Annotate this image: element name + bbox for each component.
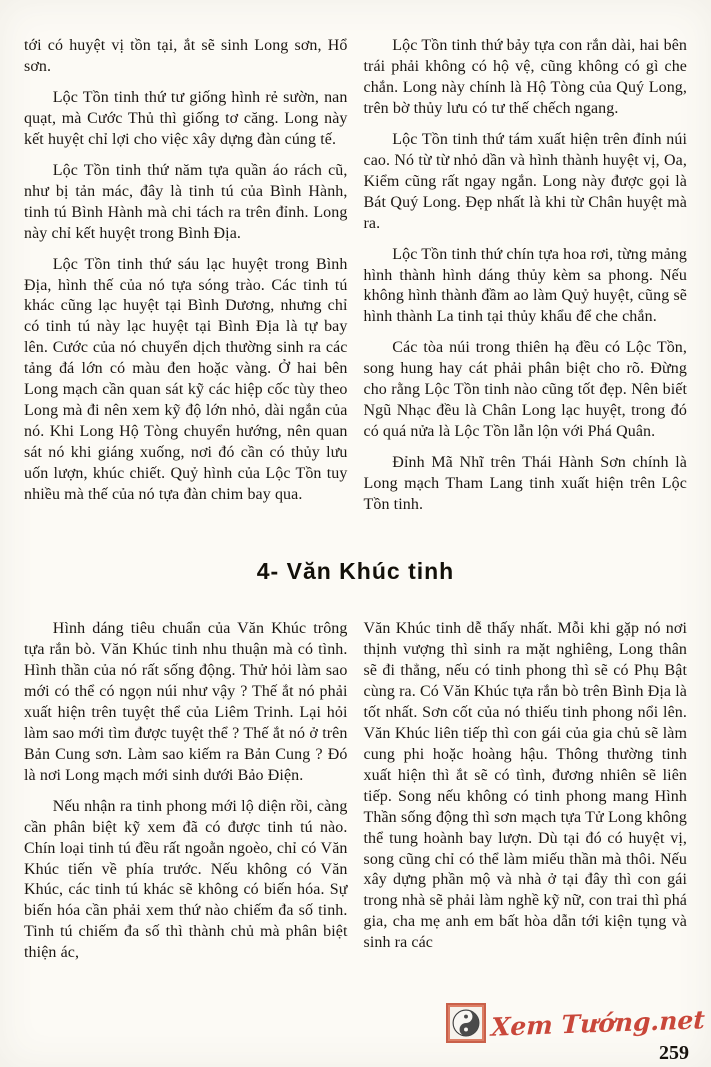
paragraph: Lộc Tồn tinh thứ sáu lạc huyệt trong Bình Địa, hình thế của nó tựa sóng trào. Các tinh tú khác cũng lạc huyệt tại Bình Dương, nhưng chỉ có tinh tú này lạc huyệt tại Bình Địa là tự bay lên. Cước của nó chuyển dịch thường sinh ra các tảng đá lớn có màu đen hoặc vàng. Ở hai bên Long mạch cần quan sát kỹ các hiệp cốc tùy theo Long mà đi nên xem kỹ độ lớn nhỏ, dài ngắn của nó. Khi Long Hộ Tòng chuyển hướng, nên quan sát nó khi giáng xuống, nơi đó cần có thủy lưu uốn lượn, khúc chiết. Quỷ hình của Lộc Tồn tuy nhiều mà thế của nó tựa đàn chim bay qua. <box>24 255 348 504</box>
top-section <box>0 0 711 516</box>
column-bottom-right <box>364 619 688 964</box>
paragraph: Các tòa núi trong thiên hạ đều có Lộc Tồn, song hung hay cát phải phân biệt cho rõ. Đừng cho rằng Lộc Tồn tinh nào cũng tốt đẹp. Nên biết Ngũ Nhạc đều là Chân Long lạc huyệt, trong đó có quá nửa là Lộc Tồn lẫn lộn với Phá Quân. <box>363 339 687 441</box>
paragraph: Lộc Tồn tinh thứ bảy tựa con rắn dài, hai bên trái phải không có hộ vệ, cũng không có gì che chắn. Long này chính là Hộ Tòng của Quý Long, trên bờ thủy lưu có tư thế chếch ngang. <box>363 37 687 117</box>
watermark-text: Xem Tướng.net <box>490 1004 706 1042</box>
paragraph: Lộc Tồn tinh thứ tư giống hình rẻ sườn, nan quạt, mà Cước Thủ thì giống tơ căng. Long này kết huyệt chỉ lợi cho việc xây dựng đàn cúng tế. <box>24 88 348 148</box>
bottom-section <box>0 619 711 964</box>
paragraph: Nếu nhận ra tinh phong mới lộ diện rồi, càng cần phân biệt kỹ xem đã có được tinh tú nào. Chín loại tinh tú đều rất ngoằn ngoèo, chỉ có Văn Khúc tiến về phía trước. Nếu không có Văn Khúc, các tinh tú khác sẽ không có biến hóa. Sự biến hóa cần phải xem thứ nào chiếm đa số tinh. Tinh tú chiếm đa số thì thành chủ mà phân biệt thiện ác, <box>24 797 348 962</box>
section-heading: 4- Văn Khúc tinh <box>256 558 455 585</box>
paragraph: Văn Khúc tinh dễ thấy nhất. Mỗi khi gặp nó nơi thịnh vượng thì sinh ra mặt nghiêng, Long thân sẽ đi thẳng, nếu có tinh phong thì sẽ có Phụ Bật cùng ra. Có Văn Khúc tựa rắn bò trên Bình Địa là tốt nhất. Sơn cốt của nó thiếu tinh phong nổi lên. Văn Khúc liên tiếp thì con gái của gia chủ sẽ làm cung phi hoặc hoàng hậu. Thông thường tinh xuất hiện thì ắt sẽ có tình, đương nhiên sẽ liên tiếp. Song nếu không có tinh phong mang Hình Thần sống động thì sơn mạch tựa Tử Long không thể tung hoành bay lượn. Dù tại đó có huyệt vị, song cũng chỉ có thể làm miếu thần mà thôi. Nếu xây dựng phần mộ và nhà ở tại đây thì con gái trong nhà sẽ phải làm nghề kỹ nữ, con trai thì phá gia, cha mẹ anh em bất hòa dẫn tới kiện tụng và sinh ra các <box>363 620 687 952</box>
column-bottom-left <box>24 619 348 964</box>
paragraph: Lộc Tồn tinh thứ chín tựa hoa rơi, từng mảng hình thành hình dáng thủy kèm sa phong. Nếu không hình thành đầm ao làm Quỷ huyệt, cũng sẽ hình thành La tinh tại thủy khẩu để che chắn. <box>363 245 687 326</box>
paragraph: Đỉnh Mã Nhĩ trên Thái Hành Sơn chính là Long mạch Tham Lang tinh xuất hiện trên Lộc Tồn tinh. <box>363 454 687 514</box>
column-top-left <box>24 36 348 516</box>
paragraph: Lộc Tồn tinh thứ tám xuất hiện trên đỉnh núi cao. Nó từ từ nhỏ dần và hình thành huyệt vị, Oa, Kiểm cũng rất ngay ngắn. Long này được gọi là Bát Quý Long. Đẹp nhất là khi từ Chân huyệt mà ra. <box>363 130 687 232</box>
watermark-logo <box>446 1003 705 1043</box>
paragraph: tới có huyệt vị tồn tại, ắt sẽ sinh Long sơn, Hổ sơn. <box>24 37 348 75</box>
column-top-right <box>364 36 688 516</box>
paragraph: Hình dáng tiêu chuẩn của Văn Khúc trông tựa rắn bò. Văn Khúc tinh nhu thuận mà có tình. Hình thần của nó rất sống động. Thử hỏi làm sao mới có thể có ngọn núi như vậy ? Thế ắt nó phải xuất hiện trên tuyệt thể của Liêm Trinh. Lại hỏi làm sao mới tìm được tuyệt thể ? Thế ắt nó ở trên Bản Cung sơn. Làm sao kiếm ra Bản Cung ? Đó là nơi Long mạch mới sinh dưới Bảo Điện. <box>24 620 348 784</box>
page-number: 259 <box>659 1042 689 1064</box>
paragraph: Lộc Tồn tinh thứ năm tựa quần áo rách cũ, như bị tản mác, đây là tinh tú của Bình Hành, tinh tú Bình Hành mà chi tách ra trên đỉnh. Long này chỉ kết huyệt trong Bình Địa. <box>24 161 348 242</box>
yin-yang-icon <box>446 1003 486 1043</box>
